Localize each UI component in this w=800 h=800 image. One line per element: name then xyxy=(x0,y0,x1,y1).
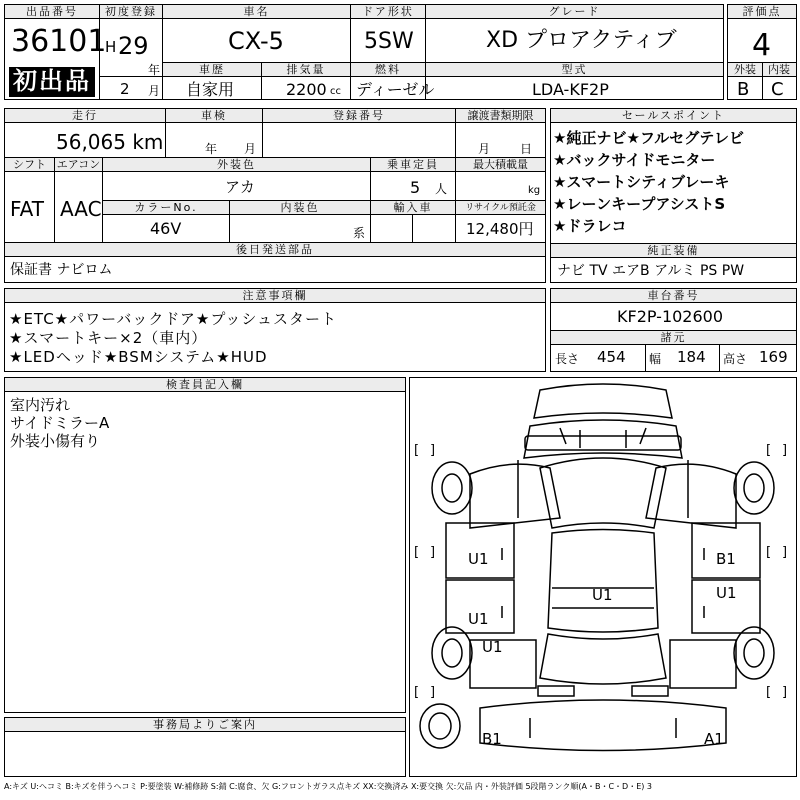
car-name-label: 車名 xyxy=(163,5,350,19)
inspection-year-unit: 年 xyxy=(205,142,218,156)
history: 自家用 xyxy=(186,80,235,99)
model: LDA-KF2P xyxy=(532,80,609,99)
door-label: ドア形状 xyxy=(351,5,425,19)
inspector-line: 外装小傷有り xyxy=(10,432,101,450)
grade-label: グレード xyxy=(426,5,723,19)
interior-color-unit: 系 xyxy=(353,226,366,240)
svg-text:]: ] xyxy=(430,443,436,458)
interior-score: C xyxy=(771,79,784,100)
lot-number: 36101 xyxy=(11,24,107,59)
notes-box xyxy=(4,288,546,372)
svg-text:]: ] xyxy=(430,685,436,700)
lot-label: 出品番号 xyxy=(5,5,99,19)
mileage: 56,065 km xyxy=(56,130,164,154)
damage-mark-roof: U1 xyxy=(592,586,613,604)
color-label: 外装色 xyxy=(103,158,370,172)
sales-point: ★レーンキープアシストS xyxy=(553,195,726,213)
lot-box xyxy=(4,4,107,100)
length-value: 454 xyxy=(597,348,626,366)
first-reg-label: 初度登録 xyxy=(100,5,162,19)
svg-text:]: ] xyxy=(782,685,788,700)
svg-text:[: [ xyxy=(414,685,420,700)
transfer-month-unit: 月 xyxy=(478,142,491,156)
score-label: 評価点 xyxy=(728,5,796,19)
svg-text:[: [ xyxy=(766,545,772,560)
equipment-label: 純正装備 xyxy=(551,244,796,258)
damage-mark-right-front: B1 xyxy=(716,550,736,568)
equipment: ナビ TV エアB アルミ PS PW xyxy=(557,263,745,279)
note-line: ★LEDヘッド★BSMシステム★HUD xyxy=(9,348,268,366)
sales-point: ★スマートシティブレーキ xyxy=(553,173,730,191)
damage-mark-left-front: U1 xyxy=(468,550,489,568)
height-label: 高さ xyxy=(723,352,748,366)
era: H xyxy=(105,38,117,56)
damage-mark-rear-right: A1 xyxy=(704,730,724,748)
fuel-label: 燃料 xyxy=(351,63,425,77)
score: 4 xyxy=(752,28,772,63)
width-value: 184 xyxy=(677,348,706,366)
capacity-unit: 人 xyxy=(435,182,448,196)
displacement: 2200 xyxy=(286,80,327,99)
shift: FAT xyxy=(10,197,45,221)
car-diagram xyxy=(410,378,796,776)
svg-text:[: [ xyxy=(766,685,772,700)
month-unit: 月 xyxy=(148,84,161,98)
exterior-score: B xyxy=(737,79,750,100)
transfer-label: 譲渡書類期限 xyxy=(456,109,545,123)
damage-diagram-box xyxy=(409,377,797,777)
chassis-number: KF2P-102600 xyxy=(617,307,724,326)
damage-legend: A:キズ U:ヘコミ B:キズを伴うヘコミ P:要塗装 W:補修跡 S:錆 C:腐食、欠 G:フロントガラス点キズ XX:交換済み X:要交換 欠:欠品 内・外装評価 5段階ランク順(A・B・C・D・E) 3 xyxy=(4,782,653,791)
ac: AAC xyxy=(60,197,102,221)
length-label: 長さ xyxy=(555,352,580,366)
color-number: 46V xyxy=(150,219,182,238)
recycle-fee: 12,480円 xyxy=(466,220,534,238)
interior-label: 内装 xyxy=(762,63,796,77)
inspector-line: 室内汚れ xyxy=(10,396,71,414)
later-parts-label: 後日発送部品 xyxy=(5,243,545,257)
sales-point: ★ドラレコ xyxy=(553,217,627,235)
height-value: 169 xyxy=(759,348,788,366)
damage-mark-rear-left: B1 xyxy=(482,730,502,748)
inspector-line: サイドミラーA xyxy=(10,414,110,432)
door-type: 5SW xyxy=(364,29,414,54)
inspector-box xyxy=(4,377,406,713)
displacement-label: 排気量 xyxy=(262,63,350,77)
shift-label: シフト xyxy=(5,158,54,172)
svg-text:[: [ xyxy=(414,443,420,458)
svg-text:]: ] xyxy=(782,545,788,560)
transfer-day-unit: 日 xyxy=(520,142,533,156)
capacity: 5 xyxy=(410,178,421,197)
displacement-unit: cc xyxy=(330,86,341,97)
color-no-label: カラーNo. xyxy=(103,201,229,215)
inspection-label: 車検 xyxy=(166,109,262,123)
note-line: ★スマートキー×2（車内） xyxy=(9,329,208,347)
inspection-month-unit: 月 xyxy=(244,142,257,156)
first-listing-badge xyxy=(9,67,95,97)
exterior-label: 外装 xyxy=(728,63,762,77)
interior-color-label: 内装色 xyxy=(230,201,370,215)
capacity-label: 乗車定員 xyxy=(371,158,455,172)
color: アカ xyxy=(225,178,255,196)
damage-mark-right-rear: U1 xyxy=(716,584,737,602)
damage-mark-left-rear: U1 xyxy=(468,610,489,628)
import-label: 輸入車 xyxy=(371,201,455,215)
width-label: 幅 xyxy=(649,352,662,366)
later-parts: 保証書 ナビロム xyxy=(10,262,113,278)
ac-label: エアコン xyxy=(56,158,101,171)
car-name: CX-5 xyxy=(228,27,284,55)
recycle-label: リサイクル預託金 xyxy=(456,201,545,215)
svg-text:]: ] xyxy=(430,545,436,560)
sales-points-box xyxy=(550,108,797,283)
registration-label: 登録番号 xyxy=(263,109,455,123)
load-label: 最大積載量 xyxy=(456,158,545,172)
office-label: 事務局よりご案内 xyxy=(5,718,405,732)
svg-text:[: [ xyxy=(414,545,420,560)
first-reg-year: 29 xyxy=(118,32,149,60)
grade: XD プロアクティブ xyxy=(486,28,677,53)
chassis-box xyxy=(550,288,797,372)
note-line: ★ETC★パワーバックドア★プッシュスタート xyxy=(9,310,338,328)
load-unit: kg xyxy=(528,185,541,196)
sales-point: ★純正ナビ★フルセグテレビ xyxy=(553,129,744,147)
first-reg-month: 2 xyxy=(120,80,130,98)
sales-point: ★バックサイドモニター xyxy=(553,151,716,169)
mileage-label: 走行 xyxy=(5,109,165,123)
sales-points-label: セールスポイント xyxy=(551,109,796,123)
damage-mark-left-rear-wheel: U1 xyxy=(482,638,503,656)
score-box xyxy=(727,4,797,100)
spec-label: 諸元 xyxy=(551,331,796,345)
svg-text:[: [ xyxy=(766,443,772,458)
inspector-label: 検査員記入欄 xyxy=(5,378,405,392)
first-listing-text: 初出品 xyxy=(13,67,91,95)
office-box xyxy=(4,717,406,777)
chassis-label: 車台番号 xyxy=(551,289,796,303)
history-label: 車歴 xyxy=(163,63,261,77)
svg-text:]: ] xyxy=(782,443,788,458)
notes-label: 注意事項欄 xyxy=(5,289,545,303)
year-unit: 年 xyxy=(148,63,161,77)
fuel: ディーゼル xyxy=(356,80,435,99)
model-label: 型式 xyxy=(426,63,723,77)
